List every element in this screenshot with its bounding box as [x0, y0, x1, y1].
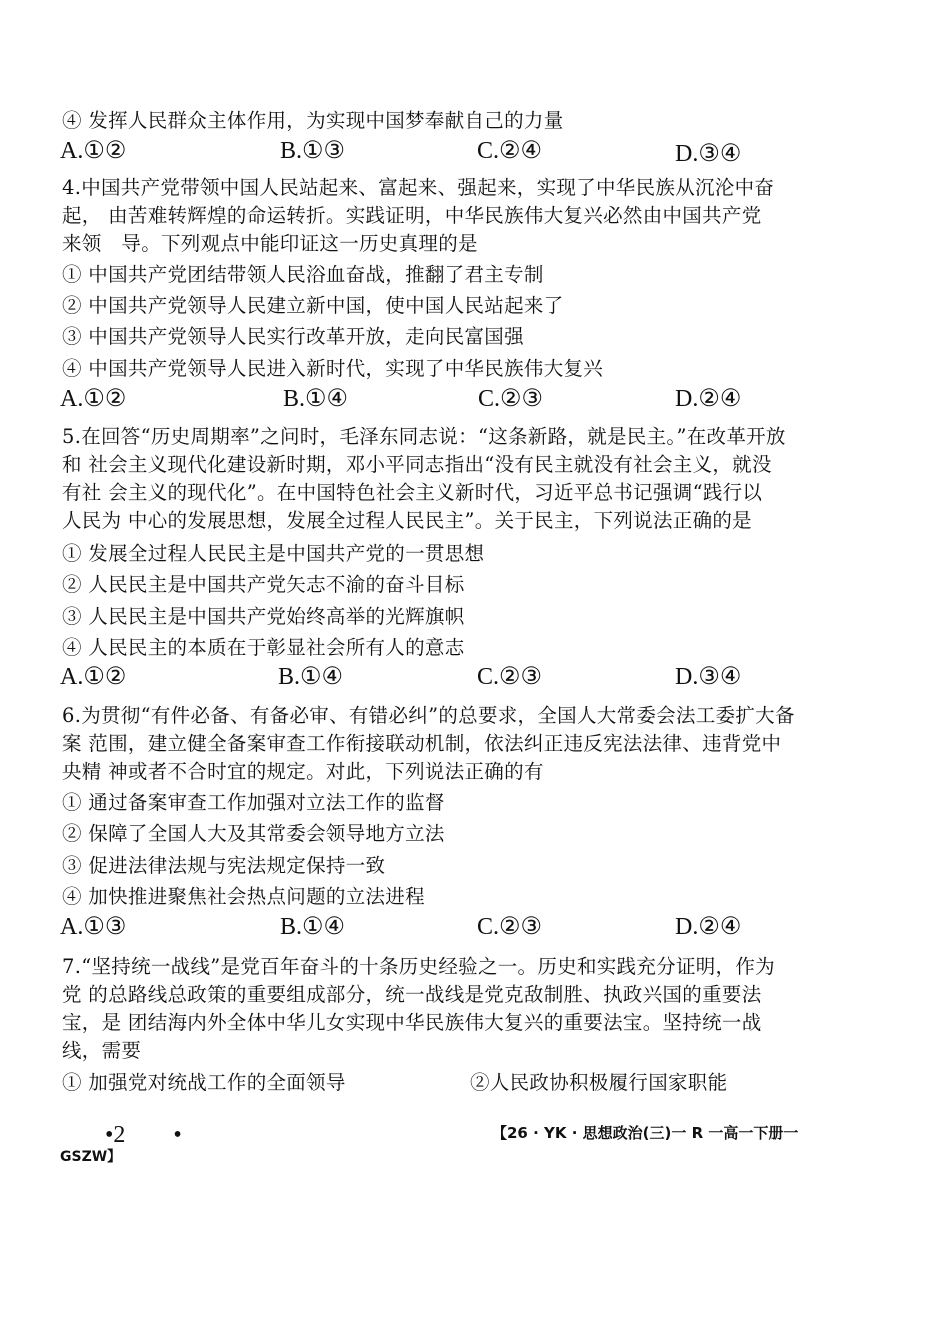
q4-option-2: ② 中国共产党领导人民建立新中国，使中国人民站起来了: [62, 294, 564, 317]
q7-stem-line: 宝，是 团结海内外全体中华儿女实现中华民族伟大复兴的重要法宝。坚持统一战: [62, 1011, 762, 1034]
q5-choices: [60, 662, 880, 694]
q7-stem-line: 7.“坚持统一战线”是党百年奋斗的十条历史经验之一。历史和实践充分证明，作为: [62, 955, 775, 978]
choice-c[interactable]: C.②③: [477, 664, 543, 690]
q6-choices: [60, 912, 880, 944]
q4-option-1: ① 中国共产党团结带领人民浴血奋战，推翻了君主专制: [62, 263, 544, 286]
choice-b[interactable]: B.①④: [280, 914, 346, 940]
q5-option-2: ② 人民民主是中国共产党矢志不渝的奋斗目标: [62, 573, 465, 596]
q5-option-4: ④ 人民民主的本质在于彰显社会所有人的意志: [62, 636, 465, 659]
exam-code-continued: GSZW】: [60, 1149, 122, 1165]
q6-stem-line: 案 范围，建立健全备案审查工作衔接联动机制，依法纠正违反宪法法律、违背党中: [62, 732, 782, 755]
q4-choices: [60, 384, 880, 416]
choice-a[interactable]: A.①②: [60, 386, 127, 412]
choice-a[interactable]: A.①②: [60, 138, 127, 164]
q7-stem-line: 党 的总路线总政策的重要组成部分，统一战线是党克敌制胜、执政兴国的重要法: [62, 983, 762, 1006]
exam-code: 【26 · YK · 思想政治(三)一 R 一高一下册一: [492, 1124, 799, 1142]
q6-stem-line: 央精 神或者不合时宜的规定。对此，下列说法正确的有: [62, 760, 544, 783]
q4-stem-line: 4.中国共产党带领中国人民站起来、富起来、强起来，实现了中华民族从沉沦中奋: [62, 176, 775, 199]
q4-option-4: ④ 中国共产党领导人民进入新时代，实现了中华民族伟大复兴: [62, 357, 604, 380]
choice-c[interactable]: C.②③: [477, 914, 543, 940]
q7-option-2: ②人民政协积极履行国家职能: [470, 1071, 728, 1094]
q3-choices: [60, 136, 880, 168]
q5-option-3: ③ 人民民主是中国共产党始终高举的光辉旗帜: [62, 605, 465, 628]
page-number: •2 •: [105, 1122, 182, 1148]
choice-b[interactable]: B.①③: [280, 138, 346, 164]
q6-option-2: ② 保障了全国人大及其常委会领导地方立法: [62, 822, 445, 845]
choice-a[interactable]: A.①③: [60, 914, 127, 940]
q3-option-4: ④ 发挥人民群众主体作用，为实现中国梦奉献自己的力量: [62, 109, 564, 132]
choice-b[interactable]: B.①④: [278, 664, 344, 690]
q6-stem-line: 6.为贯彻“有件必备、有备必审、有错必纠”的总要求，全国人大常委会法工委扩大备: [62, 704, 795, 727]
q6-option-1: ① 通过备案审查工作加强对立法工作的监督: [62, 791, 445, 814]
q5-stem-line: 人民为 中心的发展思想，发展全过程人民民主”。关于民主，下列说法正确的是: [62, 509, 752, 532]
choice-d[interactable]: D.②④: [675, 914, 742, 940]
choice-a[interactable]: A.①②: [60, 664, 127, 690]
q5-stem-line: 5.在回答“历史周期率”之问时，毛泽东同志说：“这条新路，就是民主。”在改革开放: [62, 425, 786, 448]
q5-stem-line: 和 社会主义现代化建设新时期，邓小平同志指出“没有民主就没有社会主义，就没: [62, 453, 772, 476]
choice-d[interactable]: D.②④: [675, 386, 742, 412]
q6-option-3: ③ 促进法律法规与宪法规定保持一致: [62, 854, 386, 877]
choice-c[interactable]: C.②④: [477, 138, 543, 164]
choice-d[interactable]: D.③④: [675, 141, 742, 167]
q4-stem-line: 起， 由苦难转辉煌的命运转折。实践证明，中华民族伟大复兴必然由中国共产党: [62, 204, 762, 227]
q7-stem-line: 线，需要: [62, 1039, 142, 1062]
choice-c[interactable]: C.②③: [478, 386, 544, 412]
q4-stem-line: 来领 导。下列观点中能印证这一历史真理的是: [62, 232, 478, 255]
q4-option-3: ③ 中国共产党领导人民实行改革开放，走向民富国强: [62, 325, 524, 348]
q5-option-1: ① 发展全过程人民民主是中国共产党的一贯思想: [62, 542, 485, 565]
q5-stem-line: 有社 会主义的现代化”。在中国特色社会主义新时代，习近平总书记强调“践行以: [62, 481, 763, 504]
choice-b[interactable]: B.①④: [283, 386, 349, 412]
q6-option-4: ④ 加快推进聚焦社会热点问题的立法进程: [62, 885, 425, 908]
q7-option-1: ① 加强党对统战工作的全面领导: [62, 1071, 346, 1094]
choice-d[interactable]: D.③④: [675, 664, 742, 690]
